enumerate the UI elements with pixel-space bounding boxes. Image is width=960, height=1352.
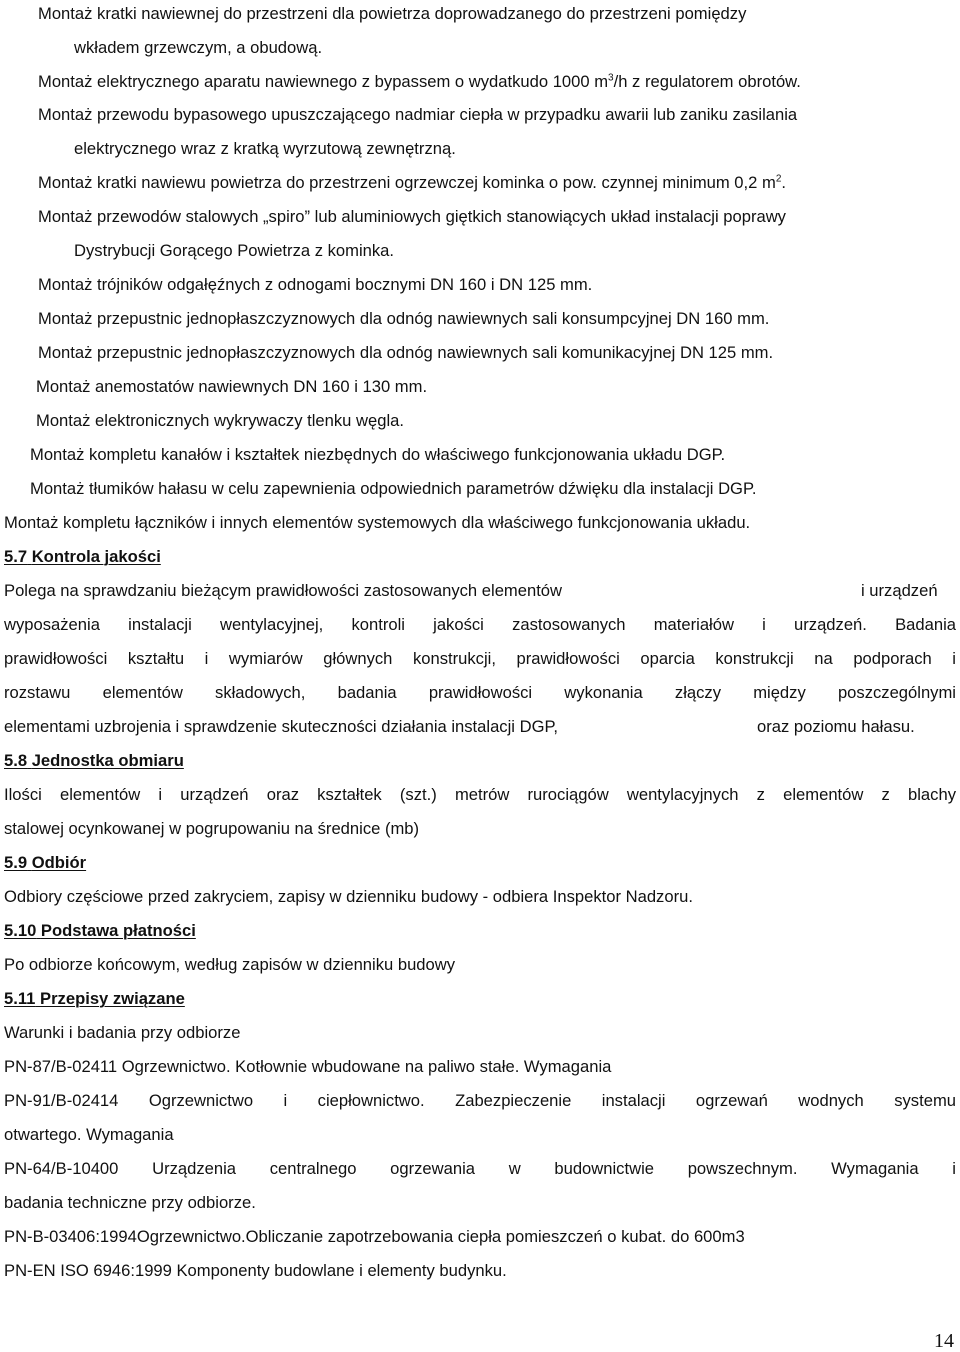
standard-reference: PN-64/B-10400 Urządzenia centralnego ogrzewania w budownictwie powszechnym. Wymagania i	[4, 1159, 956, 1178]
section-title: Odbiór	[31, 853, 87, 872]
paragraph-line: i urządzeń	[861, 581, 938, 600]
list-item	[38, 72, 801, 92]
list-item: Montaż przewodów stalowych „spiro” lub aluminiowych giętkich stanowiących układ instalacji poprawy	[38, 207, 786, 226]
list-item: Montaż kompletu kanałów i kształtek niezbędnych do właściwego funkcjonowania układu DGP.	[30, 445, 726, 464]
section-heading-5-10	[4, 921, 196, 941]
list-item-continuation: elektrycznego wraz z kratką wyrzutową zewnętrzną.	[74, 139, 456, 158]
list-item: Montaż kratki nawiewnej do przestrzeni dla powietrza doprowadzanego do przestrzeni pomiędzy	[38, 4, 747, 23]
paragraph-line: elementami uzbrojenia i sprawdzenie skuteczności działania instalacji DGP,	[4, 717, 559, 736]
section-title: Przepisy związane	[40, 989, 185, 1008]
section-number: 5.11	[4, 989, 36, 1008]
list-item: Montaż trójników odgałęźnych z odnogami bocznymi DN 160 i DN 125 mm.	[38, 275, 593, 294]
section-heading-5-8	[4, 751, 184, 771]
list-item: Montaż kompletu łączników i innych elementów systemowych dla właściwego funkcjonowania układu.	[4, 513, 751, 532]
standard-reference: PN-91/B-02414 Ogrzewnictwo i ciepłownictwo. Zabezpieczenie instalacji ogrzewań wodnych systemu	[4, 1091, 956, 1110]
page-number: 14	[934, 1330, 954, 1352]
paragraph-line: Warunki i badania przy odbiorze	[4, 1023, 241, 1042]
paragraph-line: rozstawu elementów składowych, badania prawidłowości wykonania złączy między poszczególnymi	[4, 683, 956, 702]
paragraph-line: Odbiory częściowe przed zakryciem, zapisy w dzienniku budowy - odbiera Inspektor Nadzoru.	[4, 887, 693, 906]
paragraph-line: prawidłowości kształtu i wymiarów głównych konstrukcji, prawidłowości oparcia konstrukcji na podporach i	[4, 649, 956, 668]
superscript: 3	[608, 72, 614, 84]
section-number: 5.9	[4, 853, 28, 872]
list-item-continuation: Dystrybucji Gorącego Powietrza z kominka.	[74, 241, 395, 260]
section-title: Jednostka obmiaru	[31, 751, 184, 770]
list-item: Montaż przepustnic jednopłaszczyznowych dla odnóg nawiewnych sali komunikacyjnej DN 125 mm.	[38, 343, 774, 362]
section-title: Kontrola jakości	[31, 547, 161, 566]
text-run: .	[781, 173, 786, 192]
section-title: Podstawa płatności	[40, 921, 196, 940]
paragraph-line: Po odbiorze końcowym, według zapisów w dzienniku budowy	[4, 955, 456, 974]
standard-reference: PN-B-03406:1994Ogrzewnictwo.Obliczanie zapotrzebowania ciepła pomieszczeń o kubat. do 600m3	[4, 1227, 745, 1246]
text-run: Montaż elektrycznego aparatu nawiewnego z bypassem o wydatkudo 1000 m	[38, 72, 609, 91]
standard-reference: PN-EN ISO 6946:1999 Komponenty budowlane i elementy budynku.	[4, 1261, 507, 1280]
paragraph-line: wyposażenia instalacji wentylacyjnej, kontroli jakości zastosowanych materiałów i urządzeń. Badania	[4, 615, 956, 634]
section-heading-5-11	[4, 989, 185, 1009]
list-item-continuation: wkładem grzewczym, a obudową.	[74, 38, 323, 57]
section-heading-5-7	[4, 547, 161, 567]
section-number: 5.8	[4, 751, 28, 770]
text-run: Montaż kratki nawiewu powietrza do przestrzeni ogrzewczej kominka o pow. czynnej minimum 0,2 m	[38, 173, 776, 192]
text-run: /h z regulatorem obrotów.	[613, 72, 801, 91]
paragraph-line: oraz poziomu hałasu.	[757, 717, 915, 736]
standard-reference-continuation: otwartego. Wymagania	[4, 1125, 174, 1144]
superscript: 2	[775, 173, 782, 185]
section-heading-5-9	[4, 853, 86, 873]
paragraph-line: Polega na sprawdzaniu bieżącym prawidłowości zastosowanych elementów	[4, 581, 563, 600]
paragraph-line: Ilości elementów i urządzeń oraz kształtek (szt.) metrów rurociągów wentylacyjnych z elementów z blachy	[4, 785, 956, 804]
paragraph-line: stalowej ocynkowanej w pogrupowaniu na średnice (mb)	[4, 819, 420, 838]
standard-reference-continuation: badania techniczne przy odbiorze.	[4, 1193, 256, 1212]
section-number: 5.10	[4, 921, 37, 940]
list-item: Montaż przewodu bypasowego upuszczającego nadmiar ciepła w przypadku awarii lub zaniku zasilania	[38, 105, 798, 124]
list-item: Montaż przepustnic jednopłaszczyznowych dla odnóg nawiewnych sali konsumpcyjnej DN 160 mm.	[38, 309, 770, 328]
list-item: Montaż tłumików hałasu w celu zapewnienia odpowiednich parametrów dźwięku dla instalacji DGP.	[30, 479, 757, 498]
standard-reference: PN-87/B-02411 Ogrzewnictwo. Kotłownie wbudowane na paliwo stałe. Wymagania	[4, 1057, 612, 1076]
list-item: Montaż elektronicznych wykrywaczy tlenku węgla.	[36, 411, 404, 430]
section-number: 5.7	[4, 547, 28, 566]
list-item: Montaż anemostatów nawiewnych DN 160 i 130 mm.	[36, 377, 428, 396]
list-item	[38, 173, 786, 193]
